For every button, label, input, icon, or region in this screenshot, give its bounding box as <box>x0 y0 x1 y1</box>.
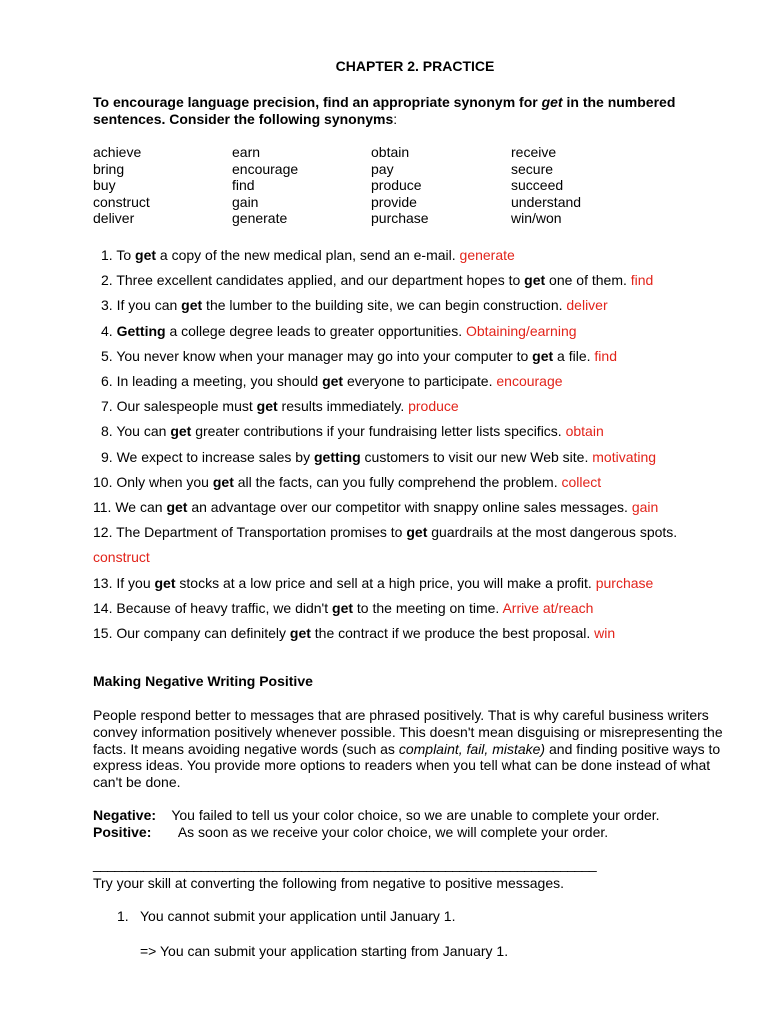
sentence-answer: gain <box>631 499 659 516</box>
sentence-answer: produce <box>408 398 459 415</box>
sentence-number: 11. <box>93 499 112 516</box>
sentence-text: We expect to increase sales by <box>116 448 314 465</box>
sentence-item <box>93 369 733 394</box>
sentence-text: In leading a meeting, you should <box>116 373 323 390</box>
synonym-cell: bring <box>93 160 125 177</box>
instructions <box>93 94 693 128</box>
sentence-text: guardrails at the most dangerous spots. <box>427 524 678 541</box>
sentence-item <box>93 419 733 444</box>
sentence-text: To <box>116 247 136 263</box>
sentence-answer: Arrive at/reach <box>502 599 594 616</box>
synonym-row <box>93 161 661 178</box>
synonym-table <box>93 144 661 227</box>
synonym-cell: construct <box>93 193 150 210</box>
body-paragraph <box>93 707 743 791</box>
positive-label: Positive: <box>93 824 152 840</box>
sentence-item <box>93 268 733 293</box>
section-heading: Making Negative Writing Positive <box>93 673 313 689</box>
positive-example <box>93 824 608 841</box>
exercise-number: 1. <box>117 908 129 924</box>
sentence-keyword: get <box>212 473 234 490</box>
sentence-answer: find <box>594 347 617 364</box>
sentence-item <box>93 445 733 470</box>
sentence-text: the lumber to the building site, we can begin construction. <box>202 297 567 314</box>
sentence-item <box>93 470 733 495</box>
synonym-cell: gain <box>232 193 259 210</box>
sentence-number: 10. <box>93 473 113 490</box>
sentence-answer: generate <box>459 247 515 263</box>
sentence-keyword: get <box>332 599 354 616</box>
sentence-text: a college degree leads to greater opportunities. <box>165 322 466 339</box>
sentence-text: We can <box>115 499 167 516</box>
sentence-text: a file. <box>553 347 595 364</box>
instructions-text-2: in the numbered sentences. Consider the following synonyms <box>93 94 676 127</box>
negative-example <box>93 807 660 824</box>
page-title: CHAPTER 2. PRACTICE <box>335 58 495 74</box>
sentence-item <box>93 243 733 268</box>
synonym-row <box>93 144 661 161</box>
sentence-item <box>93 571 733 596</box>
sentence-keyword: get <box>322 373 344 390</box>
sentence-text: results immediately. <box>277 398 409 415</box>
sentence-text: If you <box>116 574 155 591</box>
sentence-number: 9. <box>101 448 113 465</box>
synonym-cell: generate <box>232 210 288 227</box>
sentence-text: Our salespeople must <box>116 398 257 415</box>
sentence-keyword: get <box>289 625 311 642</box>
sentence-number: 6. <box>101 373 113 390</box>
sentence-item <box>93 520 733 570</box>
sentence-text: a copy of the new medical plan, send an e-mail. <box>156 247 460 263</box>
synonym-row <box>93 194 661 211</box>
sentence-answer: encourage <box>496 373 563 390</box>
sentence-text: one of them. <box>545 272 631 289</box>
sentence-keyword: get <box>181 297 203 314</box>
sentence-keyword: get <box>135 247 157 263</box>
synonym-cell: find <box>232 177 255 194</box>
sentence-keyword: get <box>256 398 278 415</box>
sentence-number: 3. <box>101 297 113 314</box>
sentence-text: Our company can definitely <box>116 625 290 642</box>
sentence-answer: obtain <box>565 423 604 440</box>
paragraph-italic-examples: complaint, fail, mistake) <box>398 740 546 757</box>
sentence-item <box>93 394 733 419</box>
sentence-answer: purchase <box>595 574 654 591</box>
instructions-text-1: To encourage language precision, find an appropriate synonym for <box>93 94 542 110</box>
synonym-cell: provide <box>371 193 417 210</box>
sentence-keyword: get <box>170 423 192 440</box>
underline-rule: ______________________________________________________________________ <box>93 856 597 872</box>
sentence-keyword: get <box>406 524 428 541</box>
exercise-item <box>117 908 455 924</box>
sentence-answer: motivating <box>592 448 657 465</box>
instructions-italic-get: get <box>541 94 563 110</box>
sentence-keyword: get <box>524 272 546 289</box>
sentence-item <box>93 319 733 344</box>
synonym-cell: understand <box>511 193 582 210</box>
sentence-number: 12. <box>93 524 113 541</box>
sentence-number: 7. <box>101 398 113 415</box>
synonym-row <box>93 177 661 194</box>
sentence-keyword: get <box>154 574 176 591</box>
sentence-item <box>93 344 733 369</box>
negative-label: Negative: <box>93 807 157 823</box>
sentence-number: 5. <box>101 347 113 364</box>
sentence-answer: find <box>630 272 654 289</box>
sentence-text: an advantage over our competitor with snappy online sales messages. <box>187 499 632 516</box>
synonym-cell: succeed <box>511 177 564 194</box>
sentence-text: If you can <box>116 297 182 314</box>
sentence-text: You never know when your manager may go into your computer to <box>116 347 533 364</box>
paragraph-text-2: and finding positive ways to express ideas. You provide more options to readers when you tell what can be done instead of what can't be done. <box>93 740 721 791</box>
sentence-number: 1. <box>101 247 113 263</box>
synonym-cell: secure <box>511 160 554 177</box>
sentence-number: 14. <box>93 599 113 616</box>
synonym-cell: receive <box>511 144 557 160</box>
sentence-text: The Department of Transportation promises to <box>116 524 407 541</box>
sentence-number: 4. <box>101 322 113 339</box>
synonym-cell: produce <box>371 177 422 194</box>
sentence-text: to the meeting on time. <box>353 599 503 616</box>
synonym-cell: purchase <box>371 210 429 227</box>
sentence-text: customers to visit our new Web site. <box>360 448 593 465</box>
sentence-item <box>93 495 733 520</box>
sentence-answer: Obtaining/earning <box>466 322 577 339</box>
sentence-number: 8. <box>101 423 113 440</box>
paragraph-text-1: People respond better to messages that are phrased positively. That is why careful business writers convey information positively whenever possible. This doesn't mean disguising or misrepresenting the facts. It means avoiding negative words (such as <box>93 707 723 757</box>
positive-text: As soon as we receive your color choice, we will complete your order. <box>177 824 609 840</box>
sentence-text: Only when you <box>116 473 213 490</box>
sentence-text: stocks at a low price and sell at a high price, you will make a profit. <box>175 574 596 591</box>
sentence-answer: collect <box>561 473 602 490</box>
sentence-text: the contract if we produce the best proposal. <box>310 625 595 642</box>
sentence-keyword: get <box>532 347 554 364</box>
sentence-item <box>93 621 733 646</box>
sentence-text: greater contributions if your fundraising letter lists specifics. <box>191 423 566 440</box>
synonym-cell: encourage <box>232 160 299 177</box>
exercise-instructions: Try your skill at converting the following from negative to positive messages. <box>93 875 565 891</box>
sentence-keyword: Getting <box>116 322 166 339</box>
exercise-answer: => You can submit your application starting from January 1. <box>140 943 509 959</box>
sentence-text: all the facts, can you fully comprehend the problem. <box>233 473 562 490</box>
sentence-keyword: getting <box>313 448 361 465</box>
synonym-cell: achieve <box>93 144 142 160</box>
synonym-cell: obtain <box>371 144 410 160</box>
sentence-number: 2. <box>101 272 113 289</box>
synonym-row <box>93 210 661 227</box>
synonym-cell: win/won <box>511 210 562 227</box>
sentence-item <box>93 293 733 318</box>
sentence-keyword: get <box>166 499 188 516</box>
instructions-colon: : <box>393 111 398 127</box>
sentence-item <box>93 596 733 621</box>
sentence-text: Because of heavy traffic, we didn't <box>116 599 333 616</box>
sentence-list <box>93 243 733 646</box>
sentence-number: 15. <box>93 625 113 642</box>
synonym-cell: earn <box>232 144 261 160</box>
synonym-cell: buy <box>93 177 116 194</box>
synonym-cell: pay <box>371 160 394 177</box>
sentence-answer: construct <box>93 549 150 566</box>
synonym-cell: deliver <box>93 210 135 227</box>
sentence-answer: deliver <box>566 297 608 314</box>
sentence-text: You can <box>116 423 171 440</box>
sentence-text: Three excellent candidates applied, and our department hopes to <box>116 272 525 289</box>
exercise-text: You cannot submit your application until January 1. <box>140 908 456 924</box>
sentence-answer: win <box>594 625 616 642</box>
sentence-text: everyone to participate. <box>343 373 497 390</box>
negative-text: You failed to tell us your color choice, so we are unable to complete your order. <box>171 807 660 823</box>
sentence-number: 13. <box>93 574 113 591</box>
